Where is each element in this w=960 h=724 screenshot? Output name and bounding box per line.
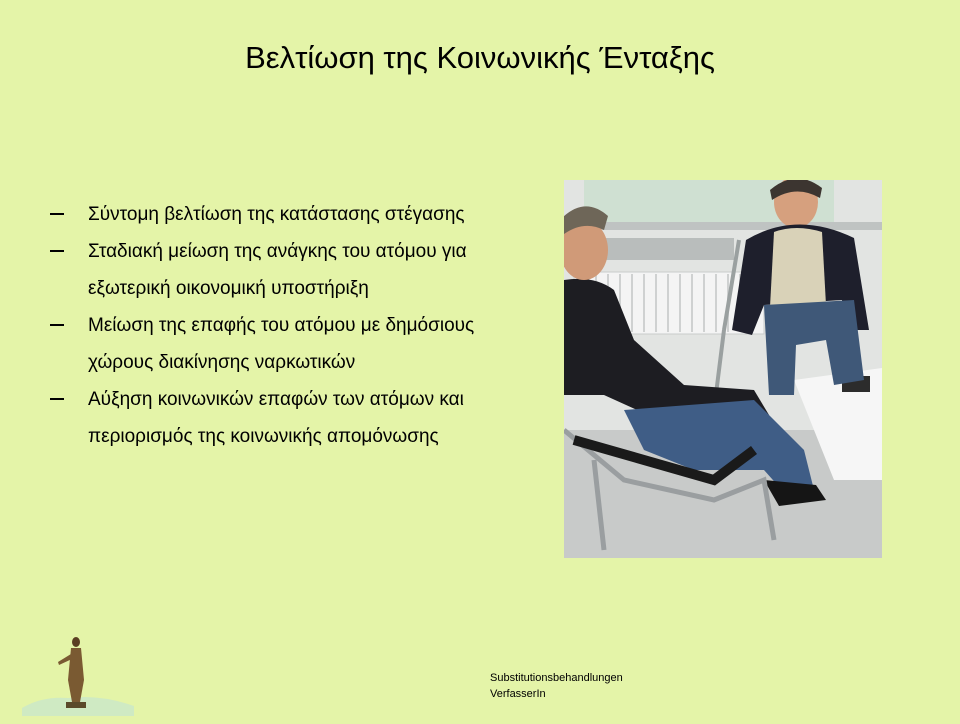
bullet-item — [50, 196, 540, 233]
bullet-text: Σύντομη βελτίωση της κατάστασης στέγασης — [88, 204, 465, 225]
bullet-item — [50, 381, 540, 455]
dash-bullet-icon — [50, 213, 64, 215]
bullet-text: Αύξηση κοινωνικών επαφών των ατόμων και περιορισμός της κοινωνικής απομόνωσης — [88, 389, 464, 447]
bullet-item — [50, 233, 540, 307]
dash-bullet-icon — [50, 398, 64, 400]
bullet-list — [50, 196, 540, 455]
footer-line-2: VerfasserIn — [490, 688, 546, 700]
statue-logo-icon — [22, 632, 134, 716]
bullet-text: Σταδιακή μείωση της ανάγκης του ατόμου για εξωτερική οικονομική υποστήριξη — [88, 241, 467, 299]
slide-title: Βελτίωση της Κοινωνικής Ένταξης — [245, 40, 715, 75]
dash-bullet-icon — [50, 250, 64, 252]
dash-bullet-icon — [50, 324, 64, 326]
footer-line-1: Substitutionsbehandlungen — [490, 672, 623, 684]
bullet-text: Μείωση της επαφής του ατόμου με δημόσιους χώρους διακίνησης ναρκωτικών — [88, 315, 475, 373]
bullet-item — [50, 307, 540, 381]
two-men-seated-in-chairs-photo — [564, 180, 882, 558]
